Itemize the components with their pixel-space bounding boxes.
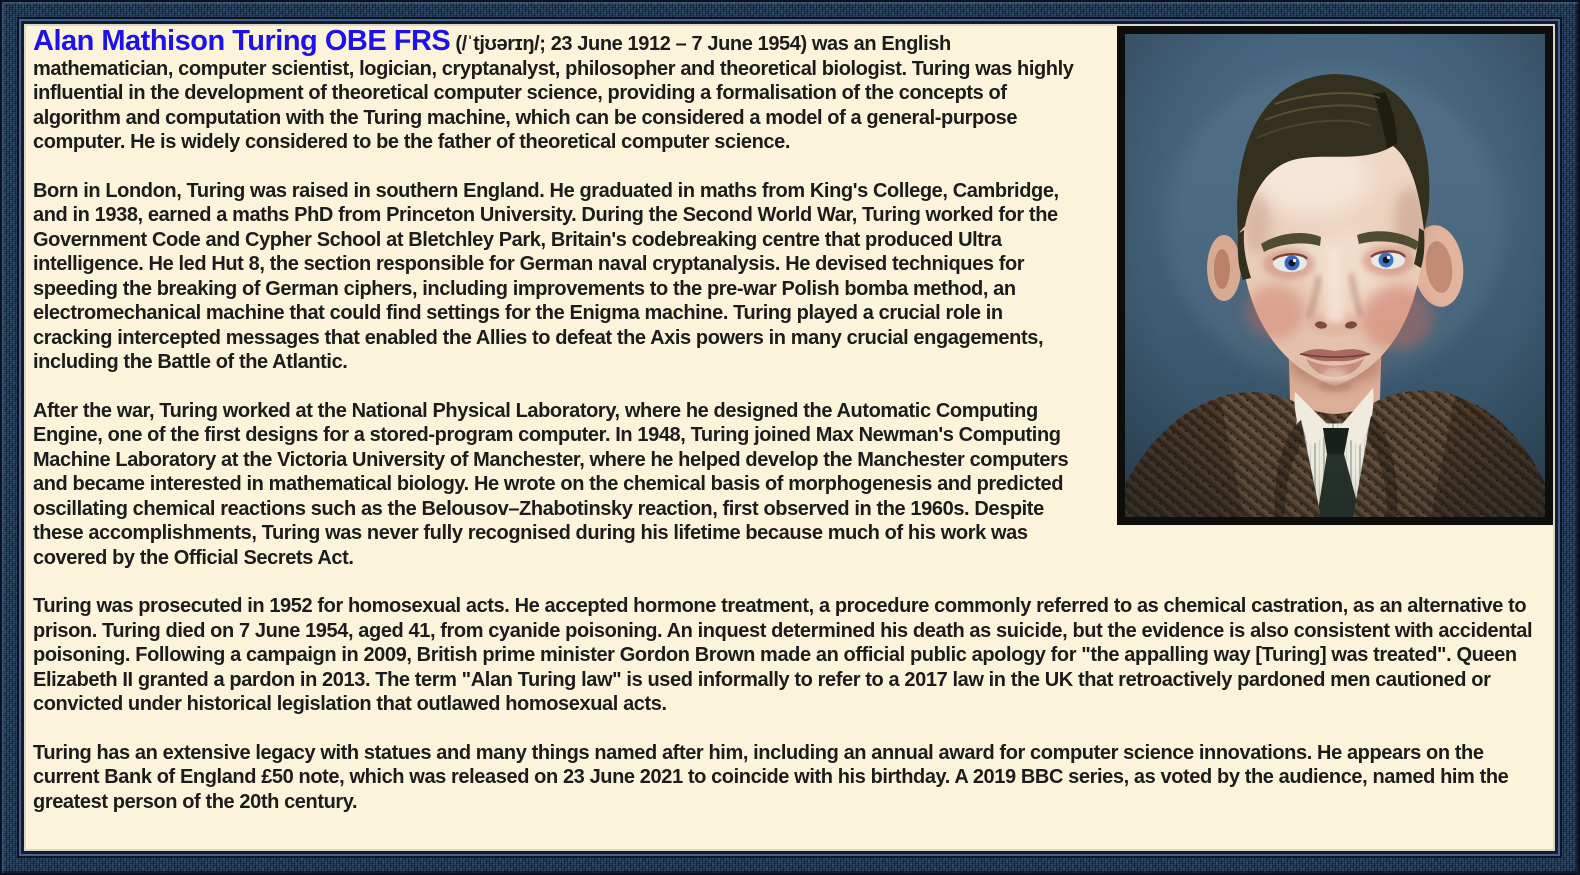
paragraph-prosecution: Turing was prosecuted in 1952 for homosexual acts. He accepted hormone treatment, a procedure commonly referred to as chemical castration, as an alternative to prison. Turing died on 7 June 1954, aged 41, from cyanide poisoning. An inquest determined his death as suicide, but the evidence is also consistent with accidental poisoning. Following a campaign in 2009, British prime minister Gordon Brown made an official public apology for "the appalling way [Turing] was treated". Queen Elizabeth II granted a pardon in 2013. The term "Alan Turing law" is used informally to refer to a 2017 law in the UK that retroactively pardoned men cautioned or convicted under historical legislation that outlawed homosexual acts. — [33, 595, 1533, 715]
intro-text: (/ˈtjʊərɪŋ/; 23 June 1912 – 7 June 1954) was an English mathematician, computer scientist, logician, cryptanalyst, philosopher and theoretical biologist. Turing was highly influential in the development of theoretical computer science, providing a formalisation of the concepts of algorithm and computation with the Turing machine, which can be considered a model of a general-purpose computer. He is widely considered to be the father of theoretical computer science. — [33, 33, 1074, 153]
paragraph-postwar-work: After the war, Turing worked at the National Physical Laboratory, where he designed the Automatic Computing Engine, one of the first designs for a stored-program computer. In 1948, Turing joined Max Newman's Computing Machine Laboratory at the Victoria University of Manchester, where he helped develop the Manchester computers and became interested in mathematical biology. He wrote on the chemical basis of morphogenesis and predicted oscillating chemical reactions such as the Belousov–Zhabotinsky reaction, first observed in the 1960s. Despite these accomplishments, Turing was never fully recognised during his lifetime because much of his work was covered by the Official Secrets Act. — [33, 399, 1069, 569]
paragraph-legacy: Turing has an extensive legacy with statues and many things named after him, including an annual award for computer science innovations. He appears on the current Bank of England £50 note, which was released on 23 June 2021 to coincide with his birthday. A 2019 BBC series, as voted by the audience, named him the greatest person of the 20th century. — [33, 741, 1509, 813]
turing-portrait-photo — [1117, 26, 1553, 525]
paragraph-early-life: Born in London, Turing was raised in southern England. He graduated in maths from King's College, Cambridge, and in 1938, earned a maths PhD from Princeton University. During the Second World War, Turing worked for the Government Code and Cypher School at Bletchley Park, Britain's codebreaking centre that produced Ultra intelligence. He led Hut 8, the section responsible for German naval cryptanalysis. He devised techniques for speeding the breaking of German ciphers, including improvements to the pre-war Polish bomba method, an electromechanical machine that could find settings for the Enigma machine. Turing played a crucial role in cracking intercepted messages that enabled the Allies to defeat the Axis powers in many crucial engagements, including the Battle of the Atlantic. — [33, 179, 1059, 373]
article-title: Alan Mathison Turing OBE FRS — [33, 25, 451, 57]
turing-portrait-illustration — [1125, 34, 1545, 517]
document-content — [21, 21, 1558, 854]
